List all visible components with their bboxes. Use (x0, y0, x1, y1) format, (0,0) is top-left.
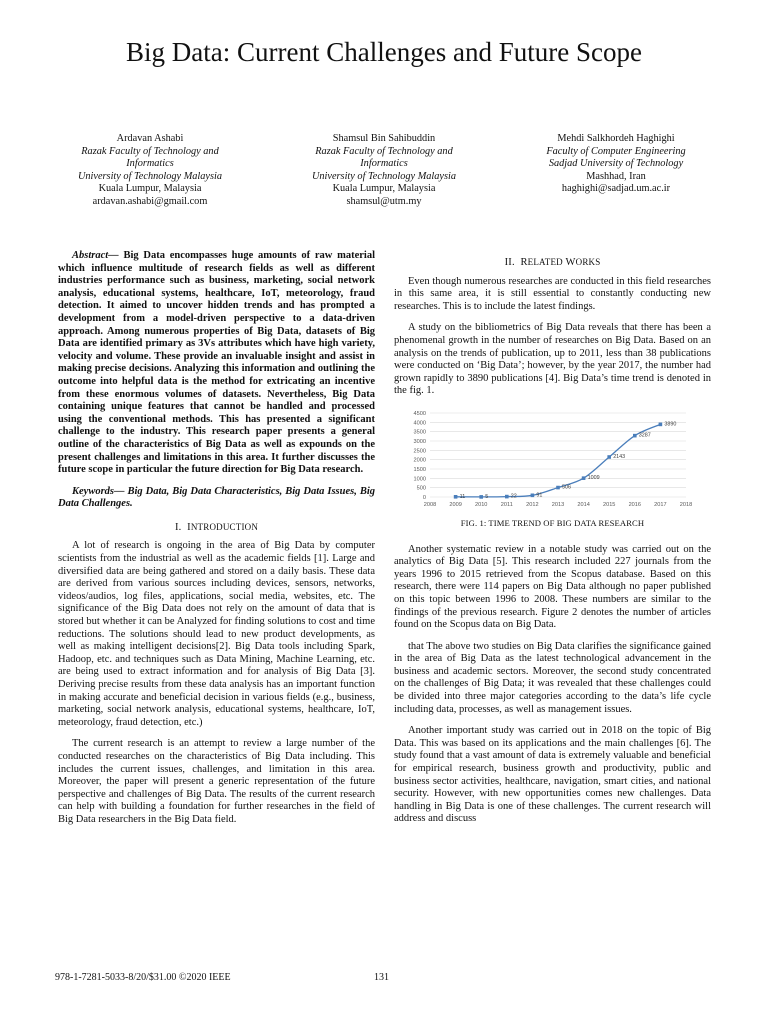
data-point (659, 423, 663, 427)
right-column (394, 250, 711, 835)
data-label: 11 (459, 493, 466, 500)
data-label: 506 (562, 484, 571, 491)
data-label: 91 (536, 492, 543, 499)
data-label: 3287 (638, 432, 651, 439)
x-tick-label: 2010 (474, 501, 488, 508)
y-tick-label: 500 (416, 485, 426, 492)
author-name: Shamsul Bin Sahibuddin (332, 133, 436, 144)
author-name: Ardavan Ashabi (116, 133, 184, 144)
x-tick-label: 2011 (500, 501, 513, 508)
author-affiliation: Razak Faculty of Technology and (81, 145, 219, 157)
author-block (50, 133, 250, 209)
author-affiliation: Razak Faculty of Technology and (315, 145, 453, 157)
x-tick-label: 2008 (423, 501, 437, 508)
data-point (556, 486, 560, 490)
data-point (582, 476, 586, 480)
page-number: 131 (374, 972, 389, 983)
trend-chart-svg (394, 407, 711, 513)
x-tick-label: 2015 (602, 501, 616, 508)
author-affiliation: Faculty of Computer Engineering (546, 145, 686, 157)
section-number: I. (174, 521, 182, 533)
y-tick-label: 2000 (413, 457, 426, 464)
x-tick-label: 2013 (551, 501, 565, 508)
section-heading-related-works (394, 256, 711, 270)
intro-paragraph: The current research is an attempt to review a large number of the conducted researches on the characteristics of Big Data including. This includes the current issues, challenges, and limitation in this area. Moreover, the paper will present a generic representation of the future perspective and challenges of Big Data. The results of the current research can help with building a foundation for further researches in the field of Big Data researchers in the Big Data field. (58, 738, 375, 825)
section-number: II. (504, 257, 515, 268)
section-title-rest: NTRODUCTION (190, 521, 259, 532)
author-email: haghighi@sadjad.um.ac.ir (561, 183, 671, 195)
x-tick-label: 2009 (449, 501, 462, 508)
related-paragraph: that The above two studies on Big Data clarifies the significance gained in the area of Big Data as the latest technological advancement in the business and academic sectors. Moreover, the second study concentrated on the challenges of Big Data; it was revealed that these challenges could be divided into three major categories according to the data’s life cycle including data, processes, as well as management issues. (394, 640, 711, 715)
author-block (516, 133, 716, 196)
keywords (58, 486, 375, 511)
data-label: 1009 (587, 475, 600, 482)
intro-paragraph: A lot of research is ongoing in the area of Big Data by computer scientists from the industrial as well as the academic fields [1]. Large and diversified data are being gathered and stored on a daily basis. These data are derived from various sources including devices, sensors, networks, videos/audios, log files, applications, social media, websites, etc. The significance of the Big Data does not rely on the amount of data that is stored but whether it can be Analyzed for finding solutions to cost and time reductions. The solutions should lead to new product developments, as well as making intelligent decisions[2]. Big Data tools including Spark, Hadoop, etc. and techniques such as Data Mining, Machine Learning, etc. are being used to extract information and for analysis of Big Data [3]. Deriving precise results from these data analysis has an important function in making accurate and beneficial decision in various fields (e.g., business, marketing, social network analysis, educational systems, healthcare, IoT, meteorology, fraud detection, etc.) (58, 540, 375, 728)
paper-title: Big Data: Current Challenges and Future Scope (126, 37, 642, 67)
related-paragraph: Even though numerous researches are conducted in this field researches in this same area, it is still essential to constantly conducting new researches. This is to include the latest findings. (394, 275, 711, 312)
y-tick-label: 3500 (413, 429, 426, 436)
data-point (531, 493, 535, 497)
y-tick-label: 1000 (413, 476, 426, 483)
section-title-initial: W (565, 257, 576, 268)
author-affiliation: University of Technology Malaysia (311, 170, 457, 182)
author-affiliation: University of Technology Malaysia (77, 170, 223, 182)
y-tick-label: 2500 (413, 448, 426, 455)
author-email: shamsul@utm.my (346, 195, 422, 207)
abstract-text: Big Data encompasses huge amounts of raw material which influence multitude of research fields as well as different industries performance such as business, marketing, social network analysis, educational systems, healthcare, IoT, meteorology, fraud detection. It aimed to uncover hidden trends and has prompted a development from a model-driven perspective to a data-driven approach. Among numerous properties of Big Data, datasets of Big Data are identified primary as 3Vs attributes which have high variety, velocity and volume. These provide an invaluable insight and assist in making precise decisions. Analyzing this information and outlining the outcome into helpful data is the method for extricating an incentive from these enormous volumes of datasets. Nevertheless, Big Data containing unique features that cannot be handled and processed using the conventional methods. This has presented a significant challenge to the industry. This research paper presents a general outline of the characteristics of Big Data as well as expounds on the present challenges and limitations in this area. It further discusses the future scope in particular the future direction for Big Data research. (58, 250, 375, 476)
related-paragraph: Another systematic review in a notable study was carried out on the analytics of Big Data [5]. This research included 227 journals from the years 1996 to 2015 retrieved from the Scopus database. Based on this research, there were 114 papers on Big Data although no paper published on this topic between 1996 to 2008. These numbers are similar to the findings of the previous research. Figure 2 denotes the number of articles found on the Scopus data on Big Data. (394, 543, 711, 631)
data-point (607, 455, 611, 459)
section-heading-introduction (58, 521, 375, 535)
figure-1-caption: FIG. 1: TIME TREND OF BIG DATA RESEARCH (460, 517, 645, 528)
abstract-label: Abstract— (72, 250, 119, 261)
abstract (58, 250, 375, 477)
data-label: 5 (485, 493, 489, 500)
x-tick-label: 2018 (679, 501, 693, 508)
author-affiliation: Informatics (360, 158, 408, 170)
section-title-rest: ELATED (527, 257, 563, 267)
section-title-initial: R (520, 257, 528, 268)
footer-isbn: 978-1-7281-5033-8/20/$31.00 ©2020 IEEE (55, 972, 231, 983)
section-title-rest: ORKS (575, 257, 601, 267)
keywords-label: Keywords— (72, 485, 125, 497)
data-point (479, 495, 483, 499)
author-name: Mehdi Salkhordeh Haghighi (557, 133, 675, 144)
author-email: ardavan.ashabi@gmail.com (92, 195, 208, 207)
x-tick-label: 2016 (628, 501, 642, 508)
figure-1-chart (394, 407, 711, 513)
section-title-initial: I (187, 521, 191, 533)
x-tick-label: 2012 (526, 501, 539, 508)
x-tick-label: 2014 (577, 501, 590, 508)
related-paragraph: Another important study was carried out in 2018 on the topic of Big Data. This was based on its applications and the main challenges [6]. The study found that a vast amount of data is extremely valuable and beneficial for empirical research, business growth and productivity, public and business sector activities, healthcare, navigation, smart cities, and national security. However, with new opportunities comes new challenges. Data handling in Big Data is one of these challenges. The current research will address and discuss (394, 725, 711, 825)
author-block (284, 133, 484, 209)
y-tick-label: 1500 (413, 466, 426, 473)
y-tick-label: 0 (422, 494, 426, 501)
data-label: 22 (510, 493, 517, 500)
y-tick-label: 3000 (413, 438, 426, 445)
keywords-text: Big Data, Big Data Characteristics, Big Data Issues, Big Data Challenges. (58, 485, 375, 510)
author-affiliation: Sadjad University of Technology (548, 158, 684, 170)
author-affiliation: Informatics (126, 158, 174, 170)
data-label: 3890 (664, 421, 677, 428)
y-tick-label: 4000 (413, 420, 426, 427)
data-point (633, 434, 637, 438)
author-location: Kuala Lumpur, Malaysia (332, 183, 436, 195)
data-label: 2143 (613, 453, 626, 460)
y-tick-label: 4500 (413, 410, 426, 417)
left-column (58, 250, 375, 836)
author-location: Kuala Lumpur, Malaysia (98, 183, 202, 195)
author-location: Mashhad, Iran (586, 170, 646, 182)
data-point (454, 495, 458, 499)
x-tick-label: 2017 (654, 501, 667, 508)
data-point (505, 495, 509, 499)
related-paragraph: A study on the bibliometrics of Big Data reveals that there has been a phenomenal growth in the number of researches on Big Data. Based on an analysis on the trends of publication, up to 2011, less than 38 publications were conducted on ‘Big Data’; however, by the year 2017, the number had grown rapidly to 3890 publications [4]. Big Data’s time trend is denoted in the fig. 1. (394, 322, 711, 397)
